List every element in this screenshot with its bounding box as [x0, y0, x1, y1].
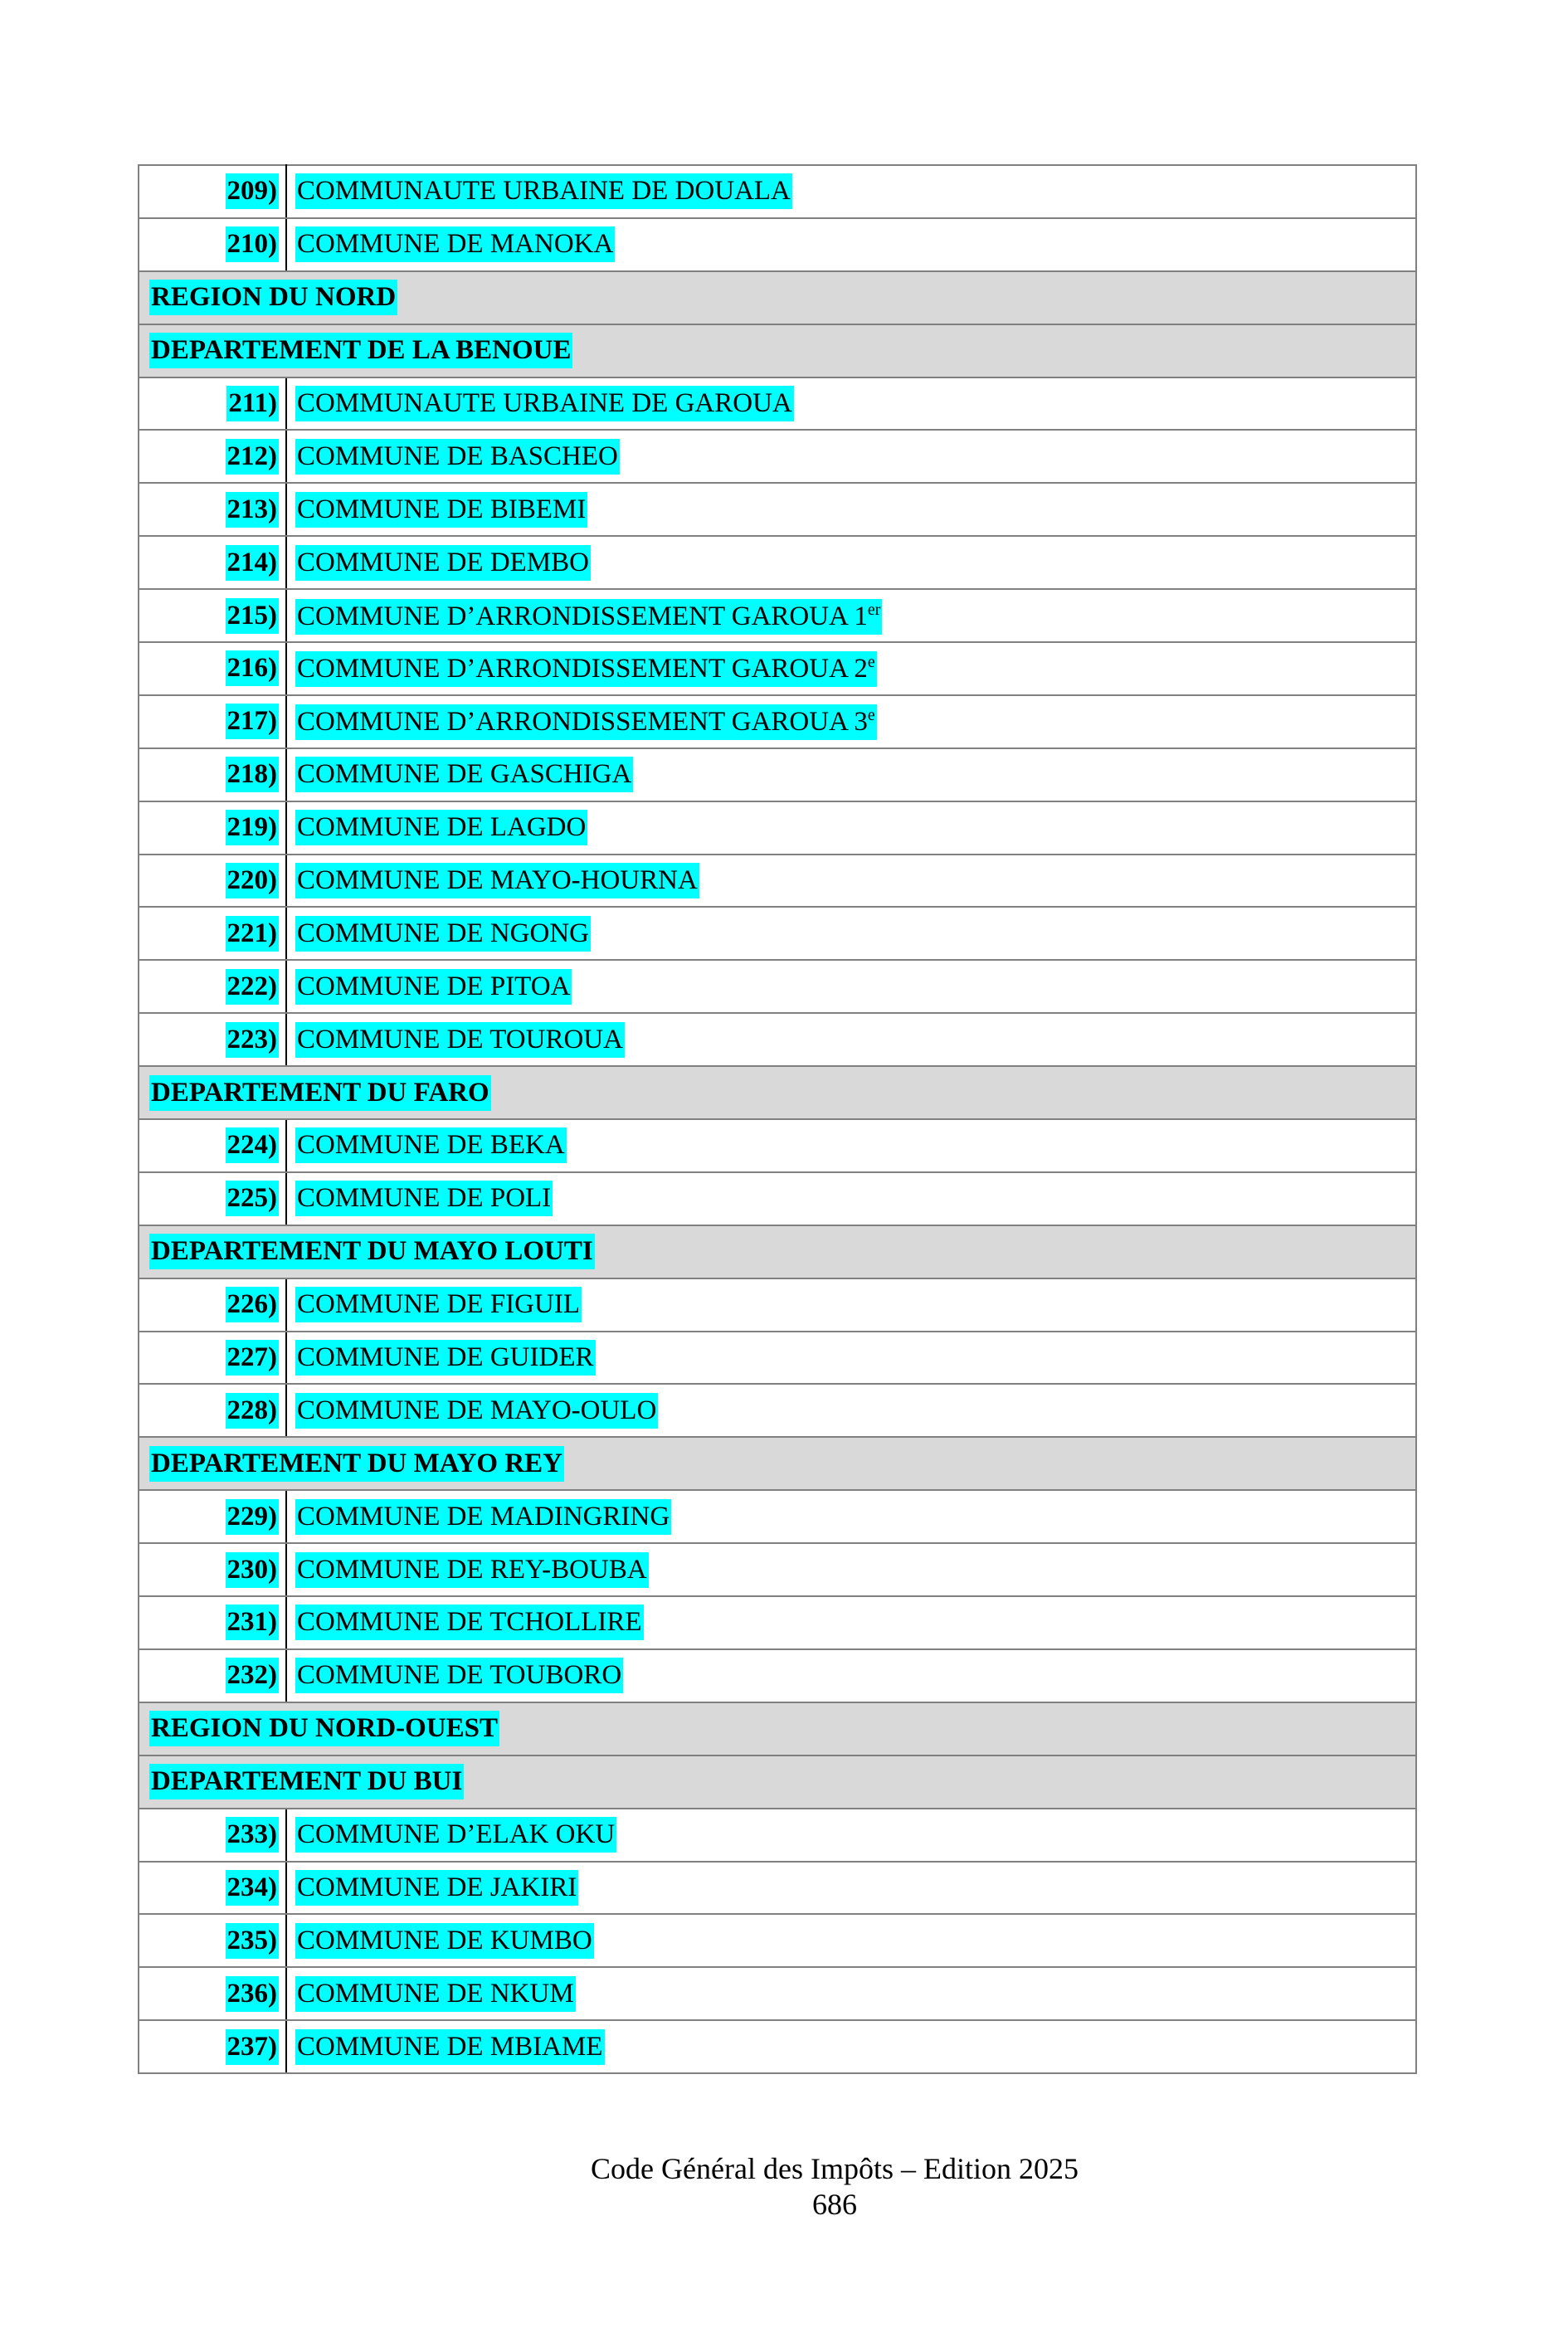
commune-name-highlight: [295, 863, 699, 898]
commune-name-cell: [286, 1278, 1416, 1332]
commune-number-cell: [139, 536, 286, 589]
commune-row: [139, 695, 1416, 748]
commune-name: COMMUNE DE LAGDO: [297, 812, 587, 843]
commune-number: 217): [226, 704, 280, 739]
commune-name-cell: [286, 1013, 1416, 1066]
commune-number: 229): [226, 1499, 280, 1535]
commune-name: COMMUNE DE TCHOLLIRE: [297, 1607, 642, 1638]
commune-name: COMMUNE DE JAKIRI: [297, 1872, 577, 1902]
commune-name-cell: [286, 377, 1416, 431]
commune-number: 233): [226, 1817, 280, 1853]
commune-name-cell: [286, 430, 1416, 483]
commune-name-cell: [286, 907, 1416, 960]
commune-name-highlight: [295, 1976, 576, 2012]
commune-name: COMMUNE DE MANOKA: [297, 229, 614, 260]
commune-name-highlight: [295, 545, 591, 581]
commune-number: 218): [226, 757, 280, 792]
commune-number-cell: [139, 1649, 286, 1702]
commune-name: COMMUNE DE BEKA: [297, 1130, 565, 1161]
ordinal-suffix: e: [867, 706, 875, 725]
section-header-row: [139, 1702, 1416, 1755]
section-header-row: [139, 1066, 1416, 1119]
commune-name-highlight: [295, 651, 877, 687]
commune-name: COMMUNE DE POLI: [297, 1183, 552, 1214]
commune-row: [139, 589, 1416, 642]
commune-name-cell: [286, 1862, 1416, 1915]
commune-number: 228): [226, 1393, 280, 1429]
commune-name: COMMUNE DE TOUROUA: [297, 1024, 623, 1054]
commune-name-highlight: [295, 704, 877, 740]
commune-name-highlight: [295, 1923, 594, 1959]
commune-name: COMMUNE DE KUMBO: [297, 1925, 592, 1955]
commune-name-cell: [286, 2020, 1416, 2073]
commune-name-highlight: [295, 386, 794, 421]
footer-title: Code Général des Impôts – Edition 2025: [591, 2152, 1079, 2185]
commune-name: COMMUNE DE MADINGRING: [297, 1501, 670, 1531]
commune-name-highlight: [295, 492, 587, 528]
commune-name-highlight: [295, 2029, 605, 2065]
section-header-row: [139, 1225, 1416, 1278]
commune-number-cell: [139, 801, 286, 855]
commune-number-cell: [139, 1914, 286, 1967]
commune-row: [139, 1384, 1416, 1437]
commune-number-cell: [139, 1543, 286, 1596]
commune-name: COMMUNE DE NGONG: [297, 918, 589, 948]
section-header-row: [139, 324, 1416, 377]
commune-name: COMMUNE DE TOUBORO: [297, 1660, 622, 1691]
commune-name-highlight: [295, 1127, 567, 1163]
commune-row: [139, 1967, 1416, 2020]
commune-name-cell: [286, 855, 1416, 908]
commune-row: [139, 1490, 1416, 1543]
commune-number: 237): [226, 2029, 280, 2065]
commune-number-cell: [139, 1013, 286, 1066]
commune-row: [139, 218, 1416, 271]
commune-row: [139, 483, 1416, 536]
commune-name-cell: [286, 218, 1416, 271]
section-header-label: REGION DU NORD: [149, 280, 397, 315]
commune-row: [139, 748, 1416, 801]
commune-name-cell: [286, 536, 1416, 589]
commune-number-cell: [139, 165, 286, 218]
commune-name: COMMUNE DE PITOA: [297, 971, 571, 1001]
commune-number-cell: [139, 1967, 286, 2020]
commune-number-cell: [139, 1862, 286, 1915]
commune-number-cell: [139, 1596, 286, 1649]
commune-name-highlight: [295, 173, 792, 209]
commune-name: COMMUNE D’ARRONDISSEMENT GAROUA 3: [297, 707, 868, 738]
commune-name: COMMUNE D’ARRONDISSEMENT GAROUA 1: [297, 601, 868, 631]
commune-number: 209): [226, 173, 280, 209]
commune-name-cell: [286, 695, 1416, 748]
commune-name-cell: [286, 1332, 1416, 1385]
section-header-row: [139, 271, 1416, 324]
commune-row: [139, 2020, 1416, 2073]
commune-name-highlight: [295, 1022, 625, 1058]
communes-table: [138, 164, 1417, 2074]
section-header-cell: [139, 1702, 1416, 1755]
ordinal-suffix: e: [867, 653, 875, 672]
commune-name: COMMUNE D’ELAK OKU: [297, 1819, 616, 1850]
commune-number-cell: [139, 218, 286, 271]
commune-name-highlight: [295, 1658, 623, 1693]
section-header-label: REGION DU NORD-OUEST: [149, 1711, 499, 1746]
commune-name-cell: [286, 960, 1416, 1013]
commune-name: COMMUNE DE NKUM: [297, 1978, 574, 2009]
commune-number-cell: [139, 1384, 286, 1437]
communes-table-body: [139, 165, 1416, 2073]
section-header-cell: [139, 324, 1416, 377]
commune-row: [139, 1596, 1416, 1649]
commune-name: COMMUNE DE DEMBO: [297, 547, 590, 577]
commune-name-cell: [286, 642, 1416, 695]
section-header-cell: [139, 1437, 1416, 1490]
commune-number: 222): [226, 969, 280, 1005]
commune-name-cell: [286, 589, 1416, 642]
commune-row: [139, 536, 1416, 589]
commune-number-cell: [139, 2020, 286, 2073]
commune-name-highlight: [295, 757, 633, 792]
commune-row: [139, 1914, 1416, 1967]
commune-name-highlight: [295, 1817, 616, 1853]
commune-number: 230): [226, 1552, 280, 1588]
commune-name-cell: [286, 1914, 1416, 1967]
commune-row: [139, 1862, 1416, 1915]
commune-number-cell: [139, 483, 286, 536]
commune-row: [139, 907, 1416, 960]
commune-number-cell: [139, 1172, 286, 1225]
commune-row: [139, 1119, 1416, 1172]
commune-name: COMMUNE DE GUIDER: [297, 1342, 594, 1373]
commune-name-cell: [286, 1490, 1416, 1543]
commune-name-cell: [286, 1649, 1416, 1702]
commune-name-highlight: [295, 1287, 582, 1322]
commune-number: 220): [226, 863, 280, 898]
commune-number-cell: [139, 1278, 286, 1332]
commune-row: [139, 1649, 1416, 1702]
commune-name-highlight: [295, 1605, 644, 1640]
commune-name-highlight: [295, 439, 620, 475]
commune-name: COMMUNE DE MBIAME: [297, 2031, 603, 2062]
commune-name-cell: [286, 1119, 1416, 1172]
commune-name-highlight: [295, 810, 587, 845]
commune-row: [139, 1172, 1416, 1225]
commune-name-highlight: [295, 226, 615, 262]
commune-row: [139, 430, 1416, 483]
section-header-cell: [139, 1066, 1416, 1119]
commune-name: COMMUNE DE MAYO-HOURNA: [297, 865, 698, 896]
commune-number: 215): [226, 598, 280, 634]
commune-number: 211): [226, 386, 279, 421]
commune-name: COMMUNE DE BIBEMI: [297, 494, 587, 524]
section-header-label: DEPARTEMENT DU MAYO REY: [149, 1446, 564, 1482]
commune-number-cell: [139, 960, 286, 1013]
commune-name-cell: [286, 1809, 1416, 1862]
commune-number-cell: [139, 377, 286, 431]
section-header-row: [139, 1437, 1416, 1490]
commune-name: COMMUNAUTE URBAINE DE GAROUA: [297, 388, 792, 418]
commune-number: 210): [226, 226, 280, 262]
commune-number: 235): [226, 1923, 280, 1959]
commune-row: [139, 801, 1416, 855]
commune-row: [139, 855, 1416, 908]
commune-name-cell: [286, 1967, 1416, 2020]
commune-row: [139, 1543, 1416, 1596]
page-number: 686: [812, 2188, 857, 2221]
commune-name-highlight: [295, 1870, 578, 1906]
commune-name-highlight: [295, 599, 882, 635]
section-header-row: [139, 1755, 1416, 1809]
commune-name-cell: [286, 1172, 1416, 1225]
commune-number-cell: [139, 695, 286, 748]
section-header-label: DEPARTEMENT DU FARO: [149, 1075, 491, 1111]
commune-number: 234): [226, 1870, 280, 1906]
commune-number: 224): [226, 1127, 280, 1163]
commune-number: 212): [226, 439, 280, 475]
commune-name: COMMUNE DE BASCHEO: [297, 441, 618, 471]
commune-name-highlight: [295, 1181, 553, 1216]
commune-number-cell: [139, 1119, 286, 1172]
commune-number-cell: [139, 748, 286, 801]
commune-name-highlight: [295, 1393, 658, 1429]
commune-number: 213): [226, 492, 280, 528]
commune-name: COMMUNE DE REY-BOUBA: [297, 1554, 647, 1585]
commune-number: 216): [226, 650, 280, 686]
commune-name: COMMUNE DE GASCHIGA: [297, 759, 632, 790]
commune-number: 226): [226, 1287, 280, 1322]
section-header-label: DEPARTEMENT DU BUI: [149, 1764, 464, 1799]
ordinal-suffix: er: [867, 600, 881, 619]
commune-number: 236): [226, 1976, 280, 2012]
commune-row: [139, 1332, 1416, 1385]
commune-number: 225): [226, 1181, 280, 1216]
section-header-label: DEPARTEMENT DE LA BENOUE: [149, 333, 572, 368]
commune-number-cell: [139, 1490, 286, 1543]
commune-name: COMMUNE DE MAYO-OULO: [297, 1395, 657, 1425]
commune-name: COMMUNE D’ARRONDISSEMENT GAROUA 2: [297, 654, 868, 684]
commune-name-highlight: [295, 916, 591, 952]
commune-number: 223): [226, 1022, 280, 1058]
section-header-cell: [139, 1755, 1416, 1809]
commune-number-cell: [139, 1809, 286, 1862]
commune-name-cell: [286, 483, 1416, 536]
commune-name: COMMUNE DE FIGUIL: [297, 1289, 580, 1320]
commune-name-cell: [286, 1543, 1416, 1596]
commune-number: 227): [226, 1340, 280, 1376]
commune-name-highlight: [295, 1340, 596, 1376]
commune-number-cell: [139, 855, 286, 908]
commune-name-highlight: [295, 969, 572, 1005]
commune-name-highlight: [295, 1499, 671, 1535]
commune-number-cell: [139, 430, 286, 483]
commune-name-cell: [286, 748, 1416, 801]
commune-name-cell: [286, 1596, 1416, 1649]
commune-number-cell: [139, 1332, 286, 1385]
commune-number: 219): [226, 810, 280, 845]
commune-row: [139, 960, 1416, 1013]
section-header-cell: [139, 1225, 1416, 1278]
section-header-label: DEPARTEMENT DU MAYO LOUTI: [149, 1234, 595, 1269]
commune-number: 231): [226, 1605, 280, 1640]
commune-number: 214): [226, 545, 280, 581]
commune-row: [139, 377, 1416, 431]
commune-row: [139, 1278, 1416, 1332]
commune-number: 232): [226, 1658, 280, 1693]
commune-row: [139, 1809, 1416, 1862]
commune-number: 221): [226, 916, 280, 952]
commune-name-cell: [286, 165, 1416, 218]
commune-name-cell: [286, 801, 1416, 855]
commune-number-cell: [139, 642, 286, 695]
commune-name-highlight: [295, 1552, 649, 1588]
commune-row: [139, 642, 1416, 695]
commune-number-cell: [139, 907, 286, 960]
commune-row: [139, 165, 1416, 218]
section-header-cell: [139, 271, 1416, 324]
commune-name-cell: [286, 1384, 1416, 1437]
commune-name: COMMUNAUTE URBAINE DE DOUALA: [297, 176, 791, 207]
commune-row: [139, 1013, 1416, 1066]
commune-number-cell: [139, 589, 286, 642]
